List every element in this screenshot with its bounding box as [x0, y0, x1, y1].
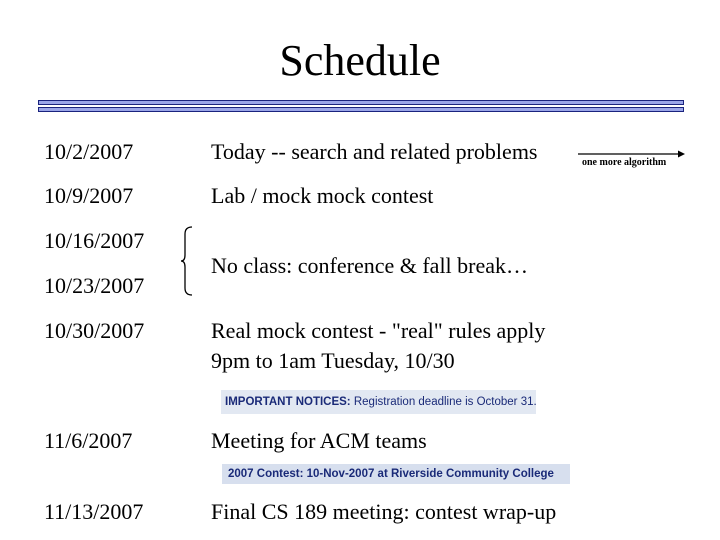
page-title: Schedule	[279, 36, 441, 85]
important-notice-banner	[221, 390, 536, 414]
schedule-description: Real mock contest - "real" rules apply	[211, 318, 546, 343]
schedule-date: 11/13/2007	[44, 499, 144, 524]
schedule-date: 10/16/2007	[44, 228, 145, 253]
schedule-date: 10/9/2007	[44, 183, 134, 208]
schedule-description: No class: conference & fall break…	[211, 253, 529, 278]
title-divider	[38, 100, 684, 114]
schedule-date: 11/6/2007	[44, 428, 133, 453]
annotation-label: one more algorithm	[582, 157, 667, 168]
important-notice-text: Registration deadline is October 31.	[350, 396, 537, 408]
contest-banner: 2007 Contest: 10-Nov-2007 at Riverside Community College	[222, 464, 570, 484]
schedule-description-line2: 9pm to 1am Tuesday, 10/30	[211, 348, 455, 373]
schedule-date: 10/2/2007	[44, 139, 134, 164]
title-divider-bar-top	[38, 100, 684, 105]
schedule-description: Meeting for ACM teams	[211, 428, 427, 453]
schedule-description: Lab / mock mock contest	[211, 183, 434, 208]
brace-icon	[180, 226, 196, 296]
schedule-date: 10/30/2007	[44, 318, 145, 343]
important-notice-label: IMPORTANT NOTICES:	[225, 396, 351, 408]
title-divider-bar-bottom	[38, 107, 684, 112]
schedule-description: Final CS 189 meeting: contest wrap-up	[211, 499, 557, 524]
schedule-date: 10/23/2007	[44, 273, 145, 298]
schedule-description: Today -- search and related problems	[211, 139, 538, 164]
